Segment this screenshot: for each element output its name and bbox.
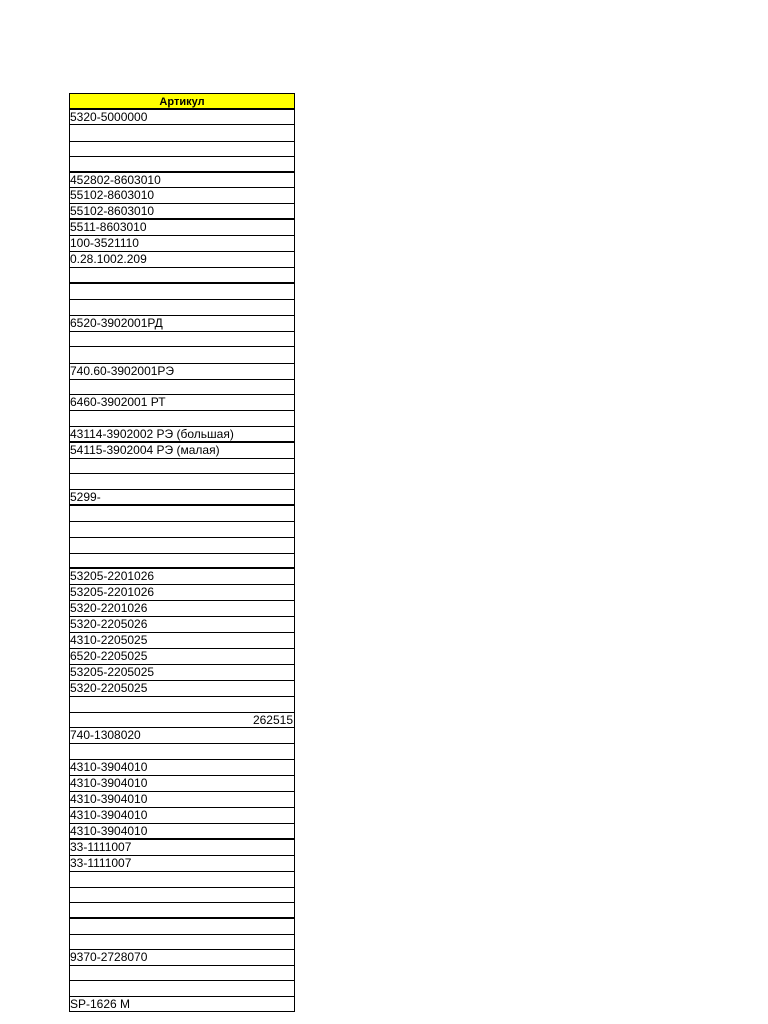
table-cell[interactable] — [70, 538, 294, 554]
table-cell[interactable] — [70, 142, 294, 157]
table-cell[interactable] — [70, 522, 294, 538]
table-cell[interactable] — [70, 268, 294, 284]
table-cell[interactable]: 262515 — [70, 713, 294, 728]
table-cell[interactable] — [70, 347, 294, 364]
table-cell[interactable] — [70, 332, 294, 347]
table-cell[interactable] — [70, 157, 294, 173]
table-cell[interactable]: 53205-2201026 — [70, 569, 294, 585]
table-cell[interactable] — [70, 919, 294, 935]
table-cell[interactable]: 5320-2201026 — [70, 601, 294, 617]
table-cell[interactable]: 4310-3904010 — [70, 792, 294, 808]
table-cell[interactable] — [70, 411, 294, 427]
table-cell[interactable]: 55102-8603010 — [70, 204, 294, 220]
cell-rows — [70, 110, 294, 1011]
table-cell[interactable]: 43114-3902002 РЭ (большая) — [70, 427, 294, 443]
table-cell[interactable] — [70, 697, 294, 713]
table-cell[interactable] — [70, 506, 294, 522]
table-cell[interactable]: 53205-2205025 — [70, 665, 294, 681]
table-cell[interactable]: 6460-3902001 РТ — [70, 395, 294, 411]
spreadsheet-column — [69, 93, 295, 1012]
table-cell[interactable]: 740.60-3902001РЭ — [70, 364, 294, 380]
column-header-article[interactable]: Артикул — [70, 94, 294, 110]
table-cell[interactable] — [70, 872, 294, 888]
table-cell[interactable]: 33-1111007 — [70, 840, 294, 856]
table-cell[interactable]: 5320-2205025 — [70, 681, 294, 697]
table-cell[interactable]: 100-3521110 — [70, 236, 294, 252]
table-cell[interactable]: 55102-8603010 — [70, 188, 294, 204]
table-cell[interactable]: 4310-3904010 — [70, 808, 294, 824]
table-cell[interactable]: 5299- — [70, 490, 294, 506]
table-cell[interactable]: 6520-3902001РД — [70, 316, 294, 332]
table-cell[interactable] — [70, 966, 294, 981]
table-cell[interactable]: 54115-3902004 РЭ (малая) — [70, 443, 294, 459]
table-cell[interactable] — [70, 125, 294, 142]
table-cell[interactable]: 5320-2205026 — [70, 617, 294, 633]
table-cell[interactable] — [70, 888, 294, 903]
table-cell[interactable]: 0.28.1002.209 — [70, 252, 294, 268]
table-cell[interactable] — [70, 300, 294, 316]
table-cell[interactable] — [70, 459, 294, 474]
table-cell[interactable]: 9370-2728070 — [70, 950, 294, 966]
table-cell[interactable] — [70, 981, 294, 997]
table-cell[interactable]: 53205-2201026 — [70, 585, 294, 601]
table-cell[interactable]: 4310-3904010 — [70, 760, 294, 776]
table-cell[interactable] — [70, 380, 294, 395]
table-cell[interactable]: 452802-8603010 — [70, 173, 294, 188]
table-cell[interactable]: 740-1308020 — [70, 728, 294, 744]
table-cell[interactable]: 6520-2205025 — [70, 649, 294, 665]
table-cell[interactable] — [70, 554, 294, 569]
table-cell[interactable] — [70, 474, 294, 490]
table-cell[interactable]: 4310-2205025 — [70, 633, 294, 649]
table-cell[interactable]: 5511-8603010 — [70, 220, 294, 236]
table-cell[interactable]: 33-1111007 — [70, 856, 294, 872]
table-cell[interactable]: 4310-3904010 — [70, 824, 294, 840]
table-cell[interactable]: 5320-5000000 — [70, 110, 294, 125]
table-cell[interactable] — [70, 744, 294, 760]
table-cell[interactable] — [70, 935, 294, 950]
table-cell[interactable]: 4310-3904010 — [70, 776, 294, 792]
table-cell[interactable] — [70, 284, 294, 300]
table-cell[interactable] — [70, 903, 294, 919]
table-cell[interactable]: SP-1626 M — [70, 997, 131, 1011]
